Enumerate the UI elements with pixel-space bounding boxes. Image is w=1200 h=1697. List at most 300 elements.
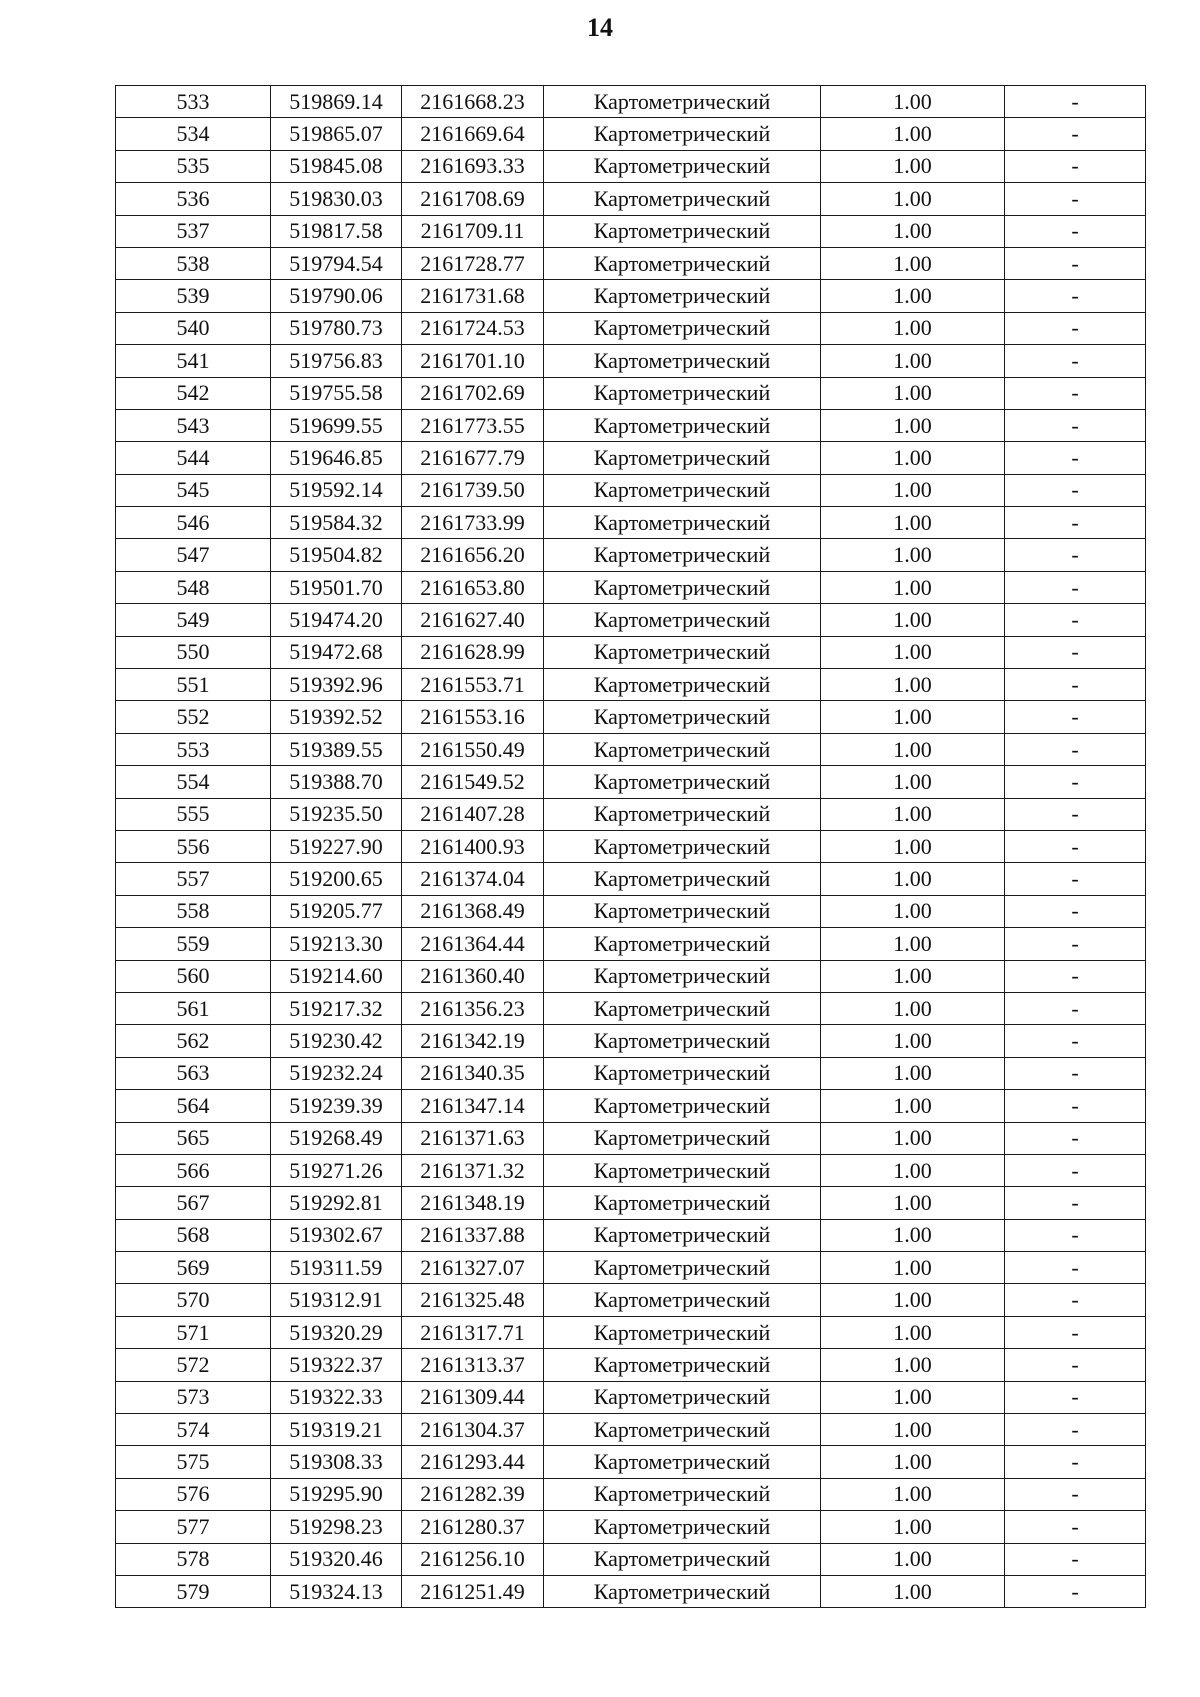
- y-coordinate-cell: 2161282.39: [402, 1478, 544, 1510]
- point-number-cell: 555: [116, 798, 271, 830]
- table-row: [116, 669, 1146, 701]
- method-cell: Картометрический: [544, 830, 821, 862]
- point-number-cell: 558: [116, 895, 271, 927]
- x-coordinate-cell: 519392.96: [271, 669, 402, 701]
- y-coordinate-cell: 2161553.71: [402, 669, 544, 701]
- point-number-cell: 546: [116, 507, 271, 539]
- x-coordinate-cell: 519213.30: [271, 928, 402, 960]
- description-cell: -: [1005, 312, 1146, 344]
- point-number-cell: 550: [116, 636, 271, 668]
- point-number-cell: 559: [116, 928, 271, 960]
- accuracy-cell: 1.00: [821, 701, 1005, 733]
- point-number-cell: 551: [116, 669, 271, 701]
- method-cell: Картометрический: [544, 1219, 821, 1251]
- accuracy-cell: 1.00: [821, 1025, 1005, 1057]
- accuracy-cell: 1.00: [821, 1090, 1005, 1122]
- method-cell: Картометрический: [544, 1316, 821, 1348]
- y-coordinate-cell: 2161708.69: [402, 183, 544, 215]
- point-number-cell: 537: [116, 215, 271, 247]
- description-cell: -: [1005, 215, 1146, 247]
- x-coordinate-cell: 519235.50: [271, 798, 402, 830]
- table-row: [116, 442, 1146, 474]
- x-coordinate-cell: 519319.21: [271, 1414, 402, 1446]
- description-cell: -: [1005, 798, 1146, 830]
- point-number-cell: 536: [116, 183, 271, 215]
- y-coordinate-cell: 2161400.93: [402, 830, 544, 862]
- method-cell: Картометрический: [544, 701, 821, 733]
- x-coordinate-cell: 519790.06: [271, 280, 402, 312]
- accuracy-cell: 1.00: [821, 247, 1005, 279]
- method-cell: Картометрический: [544, 1057, 821, 1089]
- y-coordinate-cell: 2161364.44: [402, 928, 544, 960]
- description-cell: -: [1005, 442, 1146, 474]
- accuracy-cell: 1.00: [821, 863, 1005, 895]
- table-row: [116, 215, 1146, 247]
- y-coordinate-cell: 2161553.16: [402, 701, 544, 733]
- point-number-cell: 549: [116, 604, 271, 636]
- x-coordinate-cell: 519214.60: [271, 960, 402, 992]
- point-number-cell: 552: [116, 701, 271, 733]
- point-number-cell: 547: [116, 539, 271, 571]
- method-cell: Картометрический: [544, 1414, 821, 1446]
- x-coordinate-cell: 519239.39: [271, 1090, 402, 1122]
- x-coordinate-cell: 519302.67: [271, 1219, 402, 1251]
- description-cell: -: [1005, 895, 1146, 927]
- point-number-cell: 545: [116, 474, 271, 506]
- method-cell: Картометрический: [544, 604, 821, 636]
- y-coordinate-cell: 2161550.49: [402, 733, 544, 765]
- accuracy-cell: 1.00: [821, 1349, 1005, 1381]
- point-number-cell: 541: [116, 345, 271, 377]
- method-cell: Картометрический: [544, 798, 821, 830]
- accuracy-cell: 1.00: [821, 1252, 1005, 1284]
- y-coordinate-cell: 2161677.79: [402, 442, 544, 474]
- x-coordinate-cell: 519227.90: [271, 830, 402, 862]
- y-coordinate-cell: 2161728.77: [402, 247, 544, 279]
- y-coordinate-cell: 2161360.40: [402, 960, 544, 992]
- point-number-cell: 567: [116, 1187, 271, 1219]
- table-row: [116, 733, 1146, 765]
- description-cell: -: [1005, 150, 1146, 182]
- x-coordinate-cell: 519200.65: [271, 863, 402, 895]
- y-coordinate-cell: 2161549.52: [402, 766, 544, 798]
- table-row: [116, 636, 1146, 668]
- x-coordinate-cell: 519324.13: [271, 1575, 402, 1607]
- x-coordinate-cell: 519388.70: [271, 766, 402, 798]
- coordinates-table: [115, 85, 1146, 1608]
- y-coordinate-cell: 2161407.28: [402, 798, 544, 830]
- table-row: [116, 1381, 1146, 1413]
- accuracy-cell: 1.00: [821, 798, 1005, 830]
- x-coordinate-cell: 519232.24: [271, 1057, 402, 1089]
- point-number-cell: 566: [116, 1154, 271, 1186]
- point-number-cell: 534: [116, 118, 271, 150]
- point-number-cell: 564: [116, 1090, 271, 1122]
- x-coordinate-cell: 519292.81: [271, 1187, 402, 1219]
- table-row: [116, 1154, 1146, 1186]
- method-cell: Картометрический: [544, 1478, 821, 1510]
- x-coordinate-cell: 519646.85: [271, 442, 402, 474]
- description-cell: -: [1005, 1381, 1146, 1413]
- method-cell: Картометрический: [544, 474, 821, 506]
- y-coordinate-cell: 2161251.49: [402, 1575, 544, 1607]
- table-row: [116, 928, 1146, 960]
- y-coordinate-cell: 2161347.14: [402, 1090, 544, 1122]
- method-cell: Картометрический: [544, 1252, 821, 1284]
- method-cell: Картометрический: [544, 1090, 821, 1122]
- y-coordinate-cell: 2161693.33: [402, 150, 544, 182]
- y-coordinate-cell: 2161368.49: [402, 895, 544, 927]
- y-coordinate-cell: 2161669.64: [402, 118, 544, 150]
- x-coordinate-cell: 519230.42: [271, 1025, 402, 1057]
- page-number: 14: [587, 13, 613, 42]
- table-row: [116, 409, 1146, 441]
- x-coordinate-cell: 519312.91: [271, 1284, 402, 1316]
- x-coordinate-cell: 519845.08: [271, 150, 402, 182]
- description-cell: -: [1005, 1511, 1146, 1543]
- table-row: [116, 280, 1146, 312]
- accuracy-cell: 1.00: [821, 830, 1005, 862]
- point-number-cell: 569: [116, 1252, 271, 1284]
- y-coordinate-cell: 2161724.53: [402, 312, 544, 344]
- method-cell: Картометрический: [544, 1349, 821, 1381]
- y-coordinate-cell: 2161773.55: [402, 409, 544, 441]
- y-coordinate-cell: 2161342.19: [402, 1025, 544, 1057]
- method-cell: Картометрический: [544, 183, 821, 215]
- method-cell: Картометрический: [544, 409, 821, 441]
- point-number-cell: 571: [116, 1316, 271, 1348]
- x-coordinate-cell: 519474.20: [271, 604, 402, 636]
- accuracy-cell: 1.00: [821, 1154, 1005, 1186]
- method-cell: Картометрический: [544, 247, 821, 279]
- accuracy-cell: 1.00: [821, 1316, 1005, 1348]
- accuracy-cell: 1.00: [821, 345, 1005, 377]
- x-coordinate-cell: 519322.37: [271, 1349, 402, 1381]
- description-cell: -: [1005, 960, 1146, 992]
- description-cell: -: [1005, 830, 1146, 862]
- description-cell: -: [1005, 1057, 1146, 1089]
- point-number-cell: 565: [116, 1122, 271, 1154]
- point-number-cell: 556: [116, 830, 271, 862]
- accuracy-cell: 1.00: [821, 1478, 1005, 1510]
- method-cell: Картометрический: [544, 960, 821, 992]
- point-number-cell: 535: [116, 150, 271, 182]
- y-coordinate-cell: 2161356.23: [402, 992, 544, 1024]
- method-cell: Картометрический: [544, 636, 821, 668]
- point-number-cell: 540: [116, 312, 271, 344]
- point-number-cell: 573: [116, 1381, 271, 1413]
- y-coordinate-cell: 2161293.44: [402, 1446, 544, 1478]
- x-coordinate-cell: 519311.59: [271, 1252, 402, 1284]
- table-row: [116, 992, 1146, 1024]
- table-row: [116, 1187, 1146, 1219]
- x-coordinate-cell: 519320.29: [271, 1316, 402, 1348]
- accuracy-cell: 1.00: [821, 1511, 1005, 1543]
- description-cell: -: [1005, 701, 1146, 733]
- point-number-cell: 572: [116, 1349, 271, 1381]
- x-coordinate-cell: 519217.32: [271, 992, 402, 1024]
- accuracy-cell: 1.00: [821, 604, 1005, 636]
- table-row: [116, 1316, 1146, 1348]
- accuracy-cell: 1.00: [821, 1543, 1005, 1575]
- y-coordinate-cell: 2161628.99: [402, 636, 544, 668]
- accuracy-cell: 1.00: [821, 669, 1005, 701]
- description-cell: -: [1005, 1252, 1146, 1284]
- table-row: [116, 1478, 1146, 1510]
- description-cell: -: [1005, 118, 1146, 150]
- accuracy-cell: 1.00: [821, 1057, 1005, 1089]
- method-cell: Картометрический: [544, 118, 821, 150]
- table-row: [116, 798, 1146, 830]
- accuracy-cell: 1.00: [821, 766, 1005, 798]
- accuracy-cell: 1.00: [821, 636, 1005, 668]
- y-coordinate-cell: 2161337.88: [402, 1219, 544, 1251]
- y-coordinate-cell: 2161709.11: [402, 215, 544, 247]
- table-row: [116, 701, 1146, 733]
- description-cell: -: [1005, 86, 1146, 118]
- accuracy-cell: 1.00: [821, 1575, 1005, 1607]
- method-cell: Картометрический: [544, 1122, 821, 1154]
- point-number-cell: 554: [116, 766, 271, 798]
- table-row: [116, 1090, 1146, 1122]
- x-coordinate-cell: 519472.68: [271, 636, 402, 668]
- method-cell: Картометрический: [544, 1511, 821, 1543]
- point-number-cell: 539: [116, 280, 271, 312]
- x-coordinate-cell: 519584.32: [271, 507, 402, 539]
- point-number-cell: 561: [116, 992, 271, 1024]
- y-coordinate-cell: 2161327.07: [402, 1252, 544, 1284]
- table-row: [116, 604, 1146, 636]
- point-number-cell: 576: [116, 1478, 271, 1510]
- y-coordinate-cell: 2161739.50: [402, 474, 544, 506]
- point-number-cell: 542: [116, 377, 271, 409]
- y-coordinate-cell: 2161325.48: [402, 1284, 544, 1316]
- description-cell: -: [1005, 863, 1146, 895]
- y-coordinate-cell: 2161701.10: [402, 345, 544, 377]
- method-cell: Картометрический: [544, 928, 821, 960]
- method-cell: Картометрический: [544, 766, 821, 798]
- accuracy-cell: 1.00: [821, 571, 1005, 603]
- point-number-cell: 538: [116, 247, 271, 279]
- method-cell: Картометрический: [544, 442, 821, 474]
- table-row: [116, 150, 1146, 182]
- y-coordinate-cell: 2161733.99: [402, 507, 544, 539]
- description-cell: -: [1005, 1122, 1146, 1154]
- point-number-cell: 544: [116, 442, 271, 474]
- accuracy-cell: 1.00: [821, 409, 1005, 441]
- point-number-cell: 548: [116, 571, 271, 603]
- x-coordinate-cell: 519817.58: [271, 215, 402, 247]
- description-cell: -: [1005, 1284, 1146, 1316]
- accuracy-cell: 1.00: [821, 150, 1005, 182]
- description-cell: -: [1005, 571, 1146, 603]
- method-cell: Картометрический: [544, 669, 821, 701]
- table-row: [116, 539, 1146, 571]
- point-number-cell: 560: [116, 960, 271, 992]
- method-cell: Картометрический: [544, 1025, 821, 1057]
- method-cell: Картометрический: [544, 215, 821, 247]
- description-cell: -: [1005, 539, 1146, 571]
- description-cell: -: [1005, 1349, 1146, 1381]
- y-coordinate-cell: 2161280.37: [402, 1511, 544, 1543]
- accuracy-cell: 1.00: [821, 118, 1005, 150]
- x-coordinate-cell: 519794.54: [271, 247, 402, 279]
- x-coordinate-cell: 519271.26: [271, 1154, 402, 1186]
- x-coordinate-cell: 519592.14: [271, 474, 402, 506]
- description-cell: -: [1005, 1446, 1146, 1478]
- table-row: [116, 1349, 1146, 1381]
- method-cell: Картометрический: [544, 1187, 821, 1219]
- point-number-cell: 575: [116, 1446, 271, 1478]
- description-cell: -: [1005, 1025, 1146, 1057]
- description-cell: -: [1005, 733, 1146, 765]
- point-number-cell: 557: [116, 863, 271, 895]
- accuracy-cell: 1.00: [821, 539, 1005, 571]
- method-cell: Картометрический: [544, 86, 821, 118]
- method-cell: Картометрический: [544, 1446, 821, 1478]
- description-cell: -: [1005, 474, 1146, 506]
- x-coordinate-cell: 519755.58: [271, 377, 402, 409]
- x-coordinate-cell: 519780.73: [271, 312, 402, 344]
- accuracy-cell: 1.00: [821, 960, 1005, 992]
- method-cell: Картометрический: [544, 571, 821, 603]
- table-row: [116, 1122, 1146, 1154]
- accuracy-cell: 1.00: [821, 377, 1005, 409]
- accuracy-cell: 1.00: [821, 733, 1005, 765]
- method-cell: Картометрический: [544, 377, 821, 409]
- description-cell: -: [1005, 1187, 1146, 1219]
- description-cell: -: [1005, 669, 1146, 701]
- description-cell: -: [1005, 1543, 1146, 1575]
- table-row: [116, 1219, 1146, 1251]
- x-coordinate-cell: 519308.33: [271, 1446, 402, 1478]
- x-coordinate-cell: 519865.07: [271, 118, 402, 150]
- table-row: [116, 960, 1146, 992]
- y-coordinate-cell: 2161256.10: [402, 1543, 544, 1575]
- y-coordinate-cell: 2161371.63: [402, 1122, 544, 1154]
- table-row: [116, 766, 1146, 798]
- description-cell: -: [1005, 409, 1146, 441]
- accuracy-cell: 1.00: [821, 1284, 1005, 1316]
- point-number-cell: 570: [116, 1284, 271, 1316]
- description-cell: -: [1005, 766, 1146, 798]
- table-row: [116, 1511, 1146, 1543]
- x-coordinate-cell: 519504.82: [271, 539, 402, 571]
- method-cell: Картометрический: [544, 733, 821, 765]
- method-cell: Картометрический: [544, 539, 821, 571]
- x-coordinate-cell: 519756.83: [271, 345, 402, 377]
- accuracy-cell: 1.00: [821, 1446, 1005, 1478]
- method-cell: Картометрический: [544, 507, 821, 539]
- method-cell: Картометрический: [544, 280, 821, 312]
- coordinates-table-body: [116, 86, 1146, 1608]
- accuracy-cell: 1.00: [821, 183, 1005, 215]
- accuracy-cell: 1.00: [821, 1381, 1005, 1413]
- description-cell: -: [1005, 636, 1146, 668]
- x-coordinate-cell: 519699.55: [271, 409, 402, 441]
- method-cell: Картометрический: [544, 863, 821, 895]
- x-coordinate-cell: 519322.33: [271, 1381, 402, 1413]
- table-row: [116, 1284, 1146, 1316]
- method-cell: Картометрический: [544, 895, 821, 927]
- y-coordinate-cell: 2161313.37: [402, 1349, 544, 1381]
- point-number-cell: 533: [116, 86, 271, 118]
- table-row: [116, 1446, 1146, 1478]
- x-coordinate-cell: 519830.03: [271, 183, 402, 215]
- table-row: [116, 183, 1146, 215]
- description-cell: -: [1005, 1414, 1146, 1446]
- method-cell: Картометрический: [544, 992, 821, 1024]
- accuracy-cell: 1.00: [821, 474, 1005, 506]
- table-row: [116, 1543, 1146, 1575]
- accuracy-cell: 1.00: [821, 442, 1005, 474]
- description-cell: -: [1005, 1154, 1146, 1186]
- method-cell: Картометрический: [544, 1575, 821, 1607]
- y-coordinate-cell: 2161309.44: [402, 1381, 544, 1413]
- description-cell: -: [1005, 1478, 1146, 1510]
- x-coordinate-cell: 519869.14: [271, 86, 402, 118]
- point-number-cell: 578: [116, 1543, 271, 1575]
- accuracy-cell: 1.00: [821, 1187, 1005, 1219]
- table-row: [116, 507, 1146, 539]
- accuracy-cell: 1.00: [821, 215, 1005, 247]
- method-cell: Картометрический: [544, 1154, 821, 1186]
- table-row: [116, 86, 1146, 118]
- description-cell: -: [1005, 183, 1146, 215]
- point-number-cell: 568: [116, 1219, 271, 1251]
- x-coordinate-cell: 519268.49: [271, 1122, 402, 1154]
- accuracy-cell: 1.00: [821, 1122, 1005, 1154]
- description-cell: -: [1005, 280, 1146, 312]
- description-cell: -: [1005, 928, 1146, 960]
- table-row: [116, 895, 1146, 927]
- point-number-cell: 574: [116, 1414, 271, 1446]
- method-cell: Картометрический: [544, 312, 821, 344]
- y-coordinate-cell: 2161627.40: [402, 604, 544, 636]
- x-coordinate-cell: 519298.23: [271, 1511, 402, 1543]
- y-coordinate-cell: 2161371.32: [402, 1154, 544, 1186]
- table-row: [116, 345, 1146, 377]
- description-cell: -: [1005, 377, 1146, 409]
- y-coordinate-cell: 2161668.23: [402, 86, 544, 118]
- description-cell: -: [1005, 992, 1146, 1024]
- description-cell: -: [1005, 1090, 1146, 1122]
- y-coordinate-cell: 2161702.69: [402, 377, 544, 409]
- accuracy-cell: 1.00: [821, 928, 1005, 960]
- method-cell: Картометрический: [544, 150, 821, 182]
- accuracy-cell: 1.00: [821, 280, 1005, 312]
- y-coordinate-cell: 2161317.71: [402, 1316, 544, 1348]
- description-cell: -: [1005, 604, 1146, 636]
- y-coordinate-cell: 2161348.19: [402, 1187, 544, 1219]
- description-cell: -: [1005, 1575, 1146, 1607]
- accuracy-cell: 1.00: [821, 507, 1005, 539]
- description-cell: -: [1005, 507, 1146, 539]
- x-coordinate-cell: 519295.90: [271, 1478, 402, 1510]
- accuracy-cell: 1.00: [821, 1219, 1005, 1251]
- description-cell: -: [1005, 345, 1146, 377]
- description-cell: -: [1005, 1316, 1146, 1348]
- table-row: [116, 377, 1146, 409]
- accuracy-cell: 1.00: [821, 86, 1005, 118]
- x-coordinate-cell: 519320.46: [271, 1543, 402, 1575]
- point-number-cell: 553: [116, 733, 271, 765]
- point-number-cell: 563: [116, 1057, 271, 1089]
- description-cell: -: [1005, 247, 1146, 279]
- accuracy-cell: 1.00: [821, 992, 1005, 1024]
- method-cell: Картометрический: [544, 1543, 821, 1575]
- point-number-cell: 579: [116, 1575, 271, 1607]
